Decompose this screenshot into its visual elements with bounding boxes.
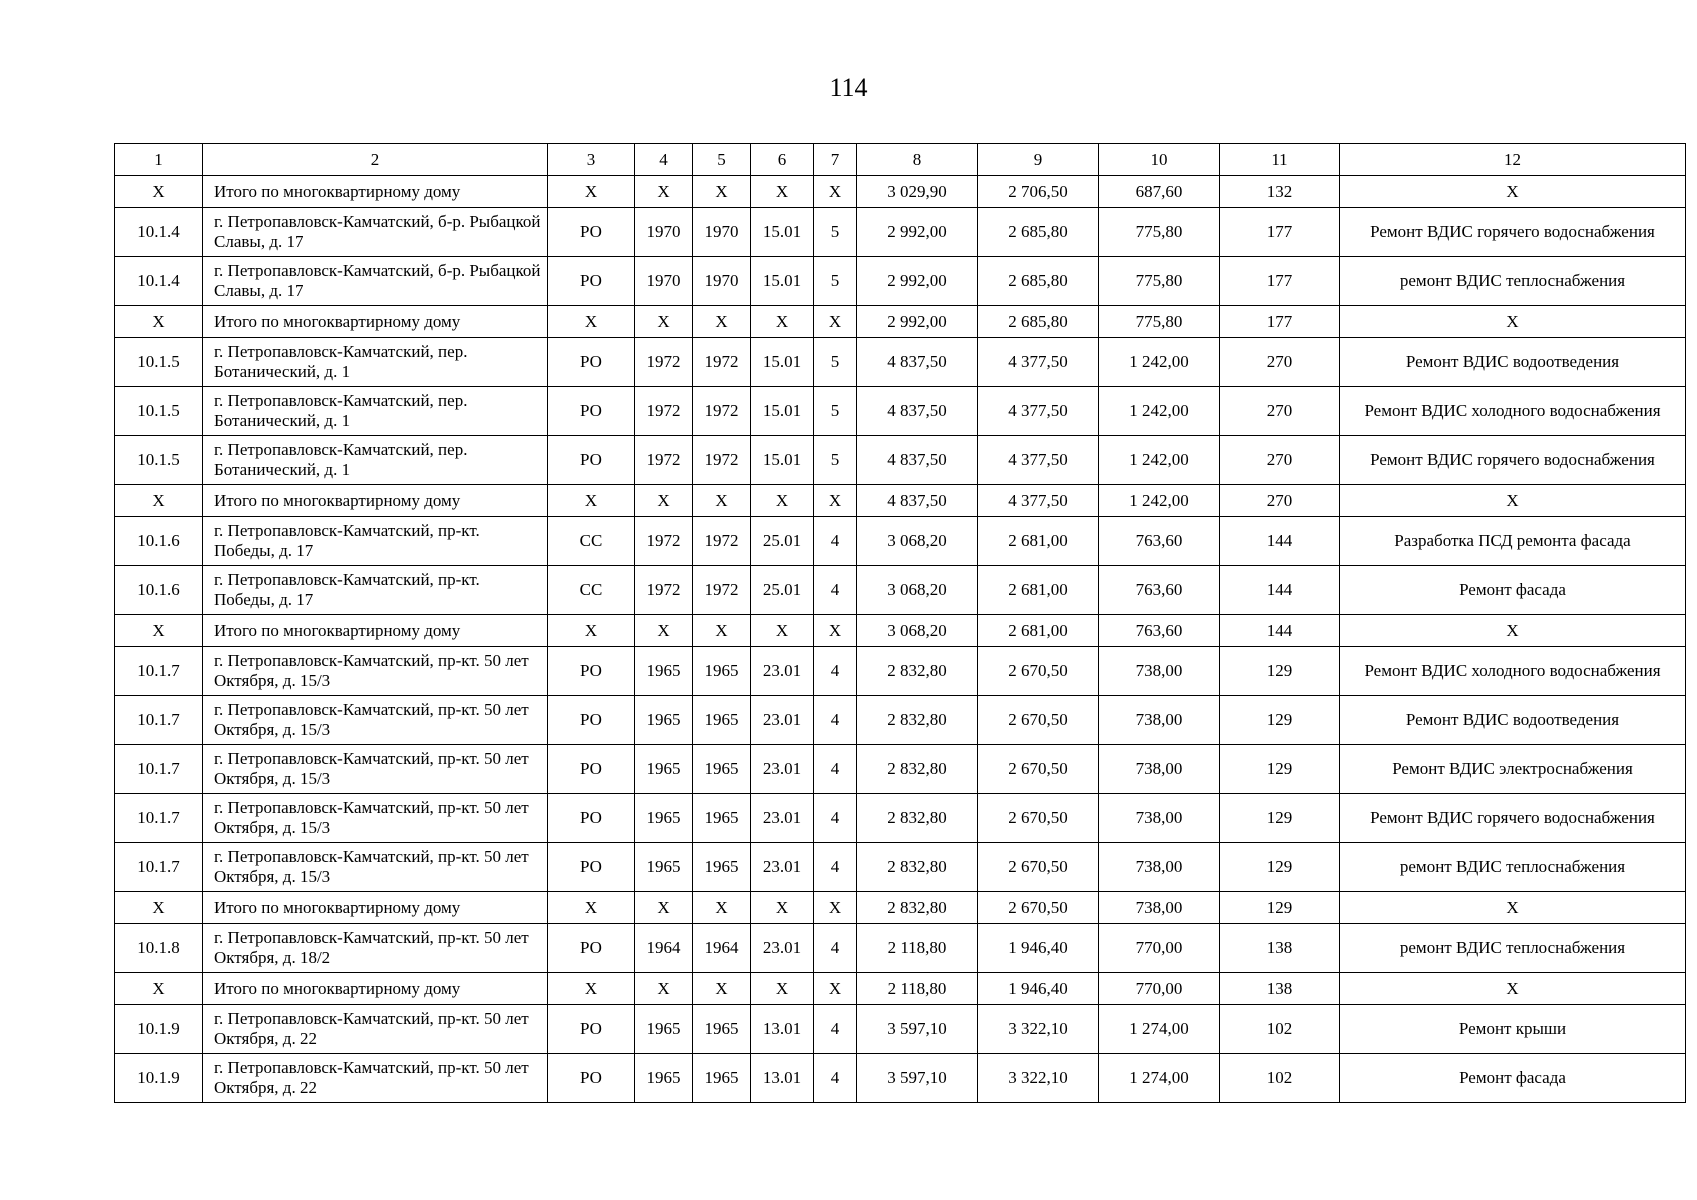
total-area-cell: 4 837,50: [857, 387, 978, 436]
floor-type-cell: 23.01: [751, 696, 814, 745]
common-area-cell: 775,80: [1099, 257, 1220, 306]
work-type-cell: Ремонт ВДИС горячего водоснабжения: [1340, 794, 1686, 843]
year-built-cell: 1965: [635, 1054, 693, 1103]
year-commissioned-cell: X: [693, 485, 751, 517]
living-area-cell: 2 685,80: [978, 257, 1099, 306]
floors-cell: X: [814, 615, 857, 647]
wall-material-cell: РО: [548, 647, 635, 696]
floor-type-cell: 25.01: [751, 517, 814, 566]
living-area-cell: 1 946,40: [978, 924, 1099, 973]
floors-cell: 4: [814, 696, 857, 745]
wall-material-cell: РО: [548, 338, 635, 387]
residents-cell: 138: [1220, 924, 1340, 973]
floor-type-cell: X: [751, 615, 814, 647]
year-commissioned-cell: 1972: [693, 566, 751, 615]
row-number-cell: X: [115, 485, 203, 517]
residents-cell: 102: [1220, 1005, 1340, 1054]
floors-cell: X: [814, 892, 857, 924]
wall-material-cell: РО: [548, 924, 635, 973]
wall-material-cell: X: [548, 892, 635, 924]
living-area-cell: 2 670,50: [978, 745, 1099, 794]
column-number: 6: [751, 144, 814, 176]
year-built-cell: 1972: [635, 566, 693, 615]
address-cell: г. Петропавловск-Камчатский, пр-кт. 50 лет Октября, д. 15/3: [203, 647, 548, 696]
row-number-cell: X: [115, 306, 203, 338]
floor-type-cell: 23.01: [751, 794, 814, 843]
common-area-cell: 763,60: [1099, 615, 1220, 647]
wall-material-cell: X: [548, 973, 635, 1005]
common-area-cell: 738,00: [1099, 892, 1220, 924]
common-area-cell: 738,00: [1099, 843, 1220, 892]
row-number-cell: 10.1.7: [115, 843, 203, 892]
total-area-cell: 2 992,00: [857, 306, 978, 338]
floor-type-cell: 15.01: [751, 387, 814, 436]
address-cell: г. Петропавловск-Камчатский, пр-кт. 50 лет Октября, д. 15/3: [203, 794, 548, 843]
row-number-cell: 10.1.5: [115, 338, 203, 387]
table-body: [115, 144, 1686, 1103]
living-area-cell: 2 670,50: [978, 696, 1099, 745]
year-commissioned-cell: 1965: [693, 794, 751, 843]
year-commissioned-cell: 1965: [693, 745, 751, 794]
residents-cell: 270: [1220, 485, 1340, 517]
year-commissioned-cell: 1965: [693, 1005, 751, 1054]
living-area-cell: 2 685,80: [978, 306, 1099, 338]
total-area-cell: 3 068,20: [857, 615, 978, 647]
year-built-cell: 1965: [635, 794, 693, 843]
total-area-cell: 4 837,50: [857, 485, 978, 517]
floors-cell: X: [814, 306, 857, 338]
table-row: [115, 1005, 1686, 1054]
column-number: 2: [203, 144, 548, 176]
total-area-cell: 2 832,80: [857, 892, 978, 924]
row-number-cell: 10.1.7: [115, 647, 203, 696]
residents-cell: 144: [1220, 517, 1340, 566]
year-built-cell: X: [635, 615, 693, 647]
row-number-cell: 10.1.7: [115, 794, 203, 843]
floors-cell: 4: [814, 517, 857, 566]
row-number-cell: 10.1.6: [115, 566, 203, 615]
year-commissioned-cell: 1965: [693, 843, 751, 892]
year-built-cell: 1965: [635, 745, 693, 794]
wall-material-cell: РО: [548, 1054, 635, 1103]
year-commissioned-cell: 1965: [693, 647, 751, 696]
address-cell: г. Петропавловск-Камчатский, пр-кт. Победы, д. 17: [203, 566, 548, 615]
row-number-cell: 10.1.5: [115, 436, 203, 485]
floors-cell: 4: [814, 1054, 857, 1103]
floors-cell: X: [814, 973, 857, 1005]
floor-type-cell: 13.01: [751, 1054, 814, 1103]
column-number: 12: [1340, 144, 1686, 176]
row-number-cell: 10.1.7: [115, 745, 203, 794]
year-built-cell: 1965: [635, 843, 693, 892]
residents-cell: 129: [1220, 696, 1340, 745]
floor-type-cell: 25.01: [751, 566, 814, 615]
living-area-cell: 2 670,50: [978, 892, 1099, 924]
floor-type-cell: 23.01: [751, 843, 814, 892]
floor-type-cell: X: [751, 485, 814, 517]
row-number-cell: 10.1.6: [115, 517, 203, 566]
common-area-cell: 1 242,00: [1099, 387, 1220, 436]
floors-cell: 4: [814, 566, 857, 615]
floors-cell: X: [814, 485, 857, 517]
year-built-cell: 1972: [635, 517, 693, 566]
floor-type-cell: 15.01: [751, 436, 814, 485]
common-area-cell: 1 274,00: [1099, 1054, 1220, 1103]
floors-cell: 4: [814, 843, 857, 892]
year-commissioned-cell: X: [693, 306, 751, 338]
year-commissioned-cell: 1972: [693, 338, 751, 387]
wall-material-cell: СС: [548, 517, 635, 566]
floors-cell: 5: [814, 436, 857, 485]
repair-program-table: [114, 143, 1686, 1103]
living-area-cell: 2 670,50: [978, 843, 1099, 892]
table-row: [115, 794, 1686, 843]
residents-cell: 129: [1220, 794, 1340, 843]
living-area-cell: 3 322,10: [978, 1054, 1099, 1103]
wall-material-cell: РО: [548, 843, 635, 892]
floor-type-cell: 23.01: [751, 924, 814, 973]
work-type-cell: Ремонт фасада: [1340, 1054, 1686, 1103]
floor-type-cell: 15.01: [751, 257, 814, 306]
row-number-cell: X: [115, 176, 203, 208]
address-cell: г. Петропавловск-Камчатский, пер. Ботанический, д. 1: [203, 338, 548, 387]
table-total-row: [115, 615, 1686, 647]
work-type-cell: X: [1340, 306, 1686, 338]
table-row: [115, 647, 1686, 696]
work-type-cell: Ремонт ВДИС электроснабжения: [1340, 745, 1686, 794]
row-number-cell: 10.1.7: [115, 696, 203, 745]
floors-cell: 4: [814, 745, 857, 794]
residents-cell: 177: [1220, 208, 1340, 257]
year-commissioned-cell: 1972: [693, 436, 751, 485]
year-built-cell: 1970: [635, 257, 693, 306]
floors-cell: 5: [814, 338, 857, 387]
floor-type-cell: 15.01: [751, 208, 814, 257]
table-total-row: [115, 973, 1686, 1005]
year-built-cell: 1965: [635, 696, 693, 745]
total-area-cell: 3 597,10: [857, 1054, 978, 1103]
table-header-row: [115, 144, 1686, 176]
work-type-cell: Ремонт ВДИС холодного водоснабжения: [1340, 647, 1686, 696]
common-area-cell: 738,00: [1099, 647, 1220, 696]
living-area-cell: 4 377,50: [978, 338, 1099, 387]
floor-type-cell: X: [751, 176, 814, 208]
table-total-row: [115, 485, 1686, 517]
wall-material-cell: СС: [548, 566, 635, 615]
residents-cell: 270: [1220, 387, 1340, 436]
work-type-cell: Ремонт ВДИС горячего водоснабжения: [1340, 208, 1686, 257]
floors-cell: 4: [814, 1005, 857, 1054]
living-area-cell: 2 685,80: [978, 208, 1099, 257]
common-area-cell: 1 242,00: [1099, 485, 1220, 517]
row-number-cell: 10.1.8: [115, 924, 203, 973]
floor-type-cell: X: [751, 973, 814, 1005]
work-type-cell: X: [1340, 176, 1686, 208]
residents-cell: 270: [1220, 338, 1340, 387]
total-area-cell: 2 992,00: [857, 257, 978, 306]
floor-type-cell: 23.01: [751, 745, 814, 794]
total-area-cell: 2 832,80: [857, 696, 978, 745]
common-area-cell: 738,00: [1099, 696, 1220, 745]
year-commissioned-cell: X: [693, 973, 751, 1005]
row-number-cell: X: [115, 892, 203, 924]
total-area-cell: 4 837,50: [857, 338, 978, 387]
table-row: [115, 257, 1686, 306]
column-number: 3: [548, 144, 635, 176]
table-total-row: [115, 176, 1686, 208]
total-area-cell: 3 068,20: [857, 517, 978, 566]
column-number: 1: [115, 144, 203, 176]
work-type-cell: Ремонт ВДИС холодного водоснабжения: [1340, 387, 1686, 436]
table-row: [115, 745, 1686, 794]
address-cell: г. Петропавловск-Камчатский, б-р. Рыбацкой Славы, д. 17: [203, 208, 548, 257]
total-area-cell: 3 068,20: [857, 566, 978, 615]
year-built-cell: 1972: [635, 338, 693, 387]
wall-material-cell: X: [548, 176, 635, 208]
residents-cell: 129: [1220, 843, 1340, 892]
column-number: 9: [978, 144, 1099, 176]
column-number: 7: [814, 144, 857, 176]
column-number: 11: [1220, 144, 1340, 176]
floor-type-cell: 13.01: [751, 1005, 814, 1054]
living-area-cell: 2 681,00: [978, 517, 1099, 566]
living-area-cell: 4 377,50: [978, 387, 1099, 436]
table-total-row: [115, 892, 1686, 924]
table-row: [115, 387, 1686, 436]
total-area-cell: 3 597,10: [857, 1005, 978, 1054]
residents-cell: 129: [1220, 892, 1340, 924]
living-area-cell: 4 377,50: [978, 436, 1099, 485]
wall-material-cell: X: [548, 306, 635, 338]
table-total-row: [115, 306, 1686, 338]
table-row: [115, 924, 1686, 973]
residents-cell: 129: [1220, 745, 1340, 794]
residents-cell: 270: [1220, 436, 1340, 485]
address-cell: г. Петропавловск-Камчатский, пр-кт. Победы, д. 17: [203, 517, 548, 566]
address-cell: Итого по многоквартирному дому: [203, 973, 548, 1005]
row-number-cell: 10.1.9: [115, 1005, 203, 1054]
address-cell: г. Петропавловск-Камчатский, пер. Ботанический, д. 1: [203, 436, 548, 485]
floors-cell: 4: [814, 924, 857, 973]
year-commissioned-cell: 1964: [693, 924, 751, 973]
living-area-cell: 1 946,40: [978, 973, 1099, 1005]
column-number: 4: [635, 144, 693, 176]
common-area-cell: 770,00: [1099, 973, 1220, 1005]
table-row: [115, 566, 1686, 615]
wall-material-cell: РО: [548, 387, 635, 436]
residents-cell: 177: [1220, 257, 1340, 306]
year-built-cell: 1965: [635, 647, 693, 696]
wall-material-cell: РО: [548, 436, 635, 485]
work-type-cell: Ремонт крыши: [1340, 1005, 1686, 1054]
address-cell: Итого по многоквартирному дому: [203, 485, 548, 517]
common-area-cell: 1 274,00: [1099, 1005, 1220, 1054]
address-cell: Итого по многоквартирному дому: [203, 306, 548, 338]
table-row: [115, 843, 1686, 892]
floor-type-cell: 23.01: [751, 647, 814, 696]
work-type-cell: Ремонт ВДИС водоотведения: [1340, 338, 1686, 387]
common-area-cell: 763,60: [1099, 517, 1220, 566]
year-commissioned-cell: 1972: [693, 517, 751, 566]
year-commissioned-cell: X: [693, 892, 751, 924]
row-number-cell: 10.1.4: [115, 208, 203, 257]
residents-cell: 138: [1220, 973, 1340, 1005]
floors-cell: 4: [814, 647, 857, 696]
total-area-cell: 2 832,80: [857, 794, 978, 843]
year-built-cell: X: [635, 892, 693, 924]
common-area-cell: 770,00: [1099, 924, 1220, 973]
residents-cell: 144: [1220, 615, 1340, 647]
work-type-cell: Ремонт фасада: [1340, 566, 1686, 615]
page-number: 114: [829, 73, 868, 102]
work-type-cell: X: [1340, 615, 1686, 647]
residents-cell: 132: [1220, 176, 1340, 208]
total-area-cell: 2 832,80: [857, 843, 978, 892]
living-area-cell: 2 681,00: [978, 566, 1099, 615]
address-cell: Итого по многоквартирному дому: [203, 615, 548, 647]
wall-material-cell: РО: [548, 794, 635, 843]
wall-material-cell: X: [548, 485, 635, 517]
year-built-cell: 1972: [635, 387, 693, 436]
total-area-cell: 2 118,80: [857, 924, 978, 973]
address-cell: г. Петропавловск-Камчатский, пер. Ботанический, д. 1: [203, 387, 548, 436]
address-cell: Итого по многоквартирному дому: [203, 892, 548, 924]
year-built-cell: X: [635, 973, 693, 1005]
year-built-cell: X: [635, 176, 693, 208]
wall-material-cell: РО: [548, 696, 635, 745]
work-type-cell: X: [1340, 485, 1686, 517]
wall-material-cell: РО: [548, 208, 635, 257]
common-area-cell: 1 242,00: [1099, 338, 1220, 387]
year-commissioned-cell: 1972: [693, 387, 751, 436]
work-type-cell: X: [1340, 892, 1686, 924]
floors-cell: 5: [814, 257, 857, 306]
floors-cell: X: [814, 176, 857, 208]
row-number-cell: 10.1.9: [115, 1054, 203, 1103]
row-number-cell: X: [115, 615, 203, 647]
column-number: 5: [693, 144, 751, 176]
table-row: [115, 208, 1686, 257]
wall-material-cell: РО: [548, 745, 635, 794]
address-cell: г. Петропавловск-Камчатский, пр-кт. 50 лет Октября, д. 22: [203, 1005, 548, 1054]
work-type-cell: Ремонт ВДИС горячего водоснабжения: [1340, 436, 1686, 485]
work-type-cell: ремонт ВДИС теплоснабжения: [1340, 257, 1686, 306]
floor-type-cell: 15.01: [751, 338, 814, 387]
living-area-cell: 2 706,50: [978, 176, 1099, 208]
year-built-cell: 1964: [635, 924, 693, 973]
common-area-cell: 775,80: [1099, 306, 1220, 338]
common-area-cell: 775,80: [1099, 208, 1220, 257]
work-type-cell: ремонт ВДИС теплоснабжения: [1340, 843, 1686, 892]
year-built-cell: 1970: [635, 208, 693, 257]
common-area-cell: 738,00: [1099, 794, 1220, 843]
work-type-cell: Разработка ПСД ремонта фасада: [1340, 517, 1686, 566]
total-area-cell: 2 118,80: [857, 973, 978, 1005]
address-cell: г. Петропавловск-Камчатский, пр-кт. 50 лет Октября, д. 15/3: [203, 745, 548, 794]
total-area-cell: 4 837,50: [857, 436, 978, 485]
residents-cell: 102: [1220, 1054, 1340, 1103]
year-commissioned-cell: X: [693, 615, 751, 647]
work-type-cell: ремонт ВДИС теплоснабжения: [1340, 924, 1686, 973]
common-area-cell: 738,00: [1099, 745, 1220, 794]
year-commissioned-cell: 1970: [693, 257, 751, 306]
wall-material-cell: РО: [548, 1005, 635, 1054]
year-built-cell: X: [635, 306, 693, 338]
row-number-cell: 10.1.4: [115, 257, 203, 306]
table-row: [115, 1054, 1686, 1103]
floor-type-cell: X: [751, 892, 814, 924]
address-cell: Итого по многоквартирному дому: [203, 176, 548, 208]
work-type-cell: X: [1340, 973, 1686, 1005]
living-area-cell: 4 377,50: [978, 485, 1099, 517]
row-number-cell: X: [115, 973, 203, 1005]
residents-cell: 144: [1220, 566, 1340, 615]
common-area-cell: 1 242,00: [1099, 436, 1220, 485]
common-area-cell: 763,60: [1099, 566, 1220, 615]
year-commissioned-cell: X: [693, 176, 751, 208]
living-area-cell: 2 681,00: [978, 615, 1099, 647]
total-area-cell: 3 029,90: [857, 176, 978, 208]
row-number-cell: 10.1.5: [115, 387, 203, 436]
living-area-cell: 2 670,50: [978, 794, 1099, 843]
year-commissioned-cell: 1970: [693, 208, 751, 257]
floor-type-cell: X: [751, 306, 814, 338]
address-cell: г. Петропавловск-Камчатский, б-р. Рыбацкой Славы, д. 17: [203, 257, 548, 306]
address-cell: г. Петропавловск-Камчатский, пр-кт. 50 лет Октября, д. 15/3: [203, 843, 548, 892]
floors-cell: 5: [814, 208, 857, 257]
total-area-cell: 2 992,00: [857, 208, 978, 257]
floors-cell: 5: [814, 387, 857, 436]
total-area-cell: 2 832,80: [857, 647, 978, 696]
living-area-cell: 2 670,50: [978, 647, 1099, 696]
table-row: [115, 436, 1686, 485]
address-cell: г. Петропавловск-Камчатский, пр-кт. 50 лет Октября, д. 18/2: [203, 924, 548, 973]
common-area-cell: 687,60: [1099, 176, 1220, 208]
residents-cell: 177: [1220, 306, 1340, 338]
address-cell: г. Петропавловск-Камчатский, пр-кт. 50 лет Октября, д. 15/3: [203, 696, 548, 745]
wall-material-cell: РО: [548, 257, 635, 306]
residents-cell: 129: [1220, 647, 1340, 696]
year-built-cell: 1972: [635, 436, 693, 485]
floors-cell: 4: [814, 794, 857, 843]
year-commissioned-cell: 1965: [693, 696, 751, 745]
wall-material-cell: X: [548, 615, 635, 647]
column-number: 8: [857, 144, 978, 176]
work-type-cell: Ремонт ВДИС водоотведения: [1340, 696, 1686, 745]
year-built-cell: X: [635, 485, 693, 517]
year-built-cell: 1965: [635, 1005, 693, 1054]
table-row: [115, 517, 1686, 566]
total-area-cell: 2 832,80: [857, 745, 978, 794]
table-row: [115, 338, 1686, 387]
column-number: 10: [1099, 144, 1220, 176]
living-area-cell: 3 322,10: [978, 1005, 1099, 1054]
year-commissioned-cell: 1965: [693, 1054, 751, 1103]
table-row: [115, 696, 1686, 745]
address-cell: г. Петропавловск-Камчатский, пр-кт. 50 лет Октября, д. 22: [203, 1054, 548, 1103]
